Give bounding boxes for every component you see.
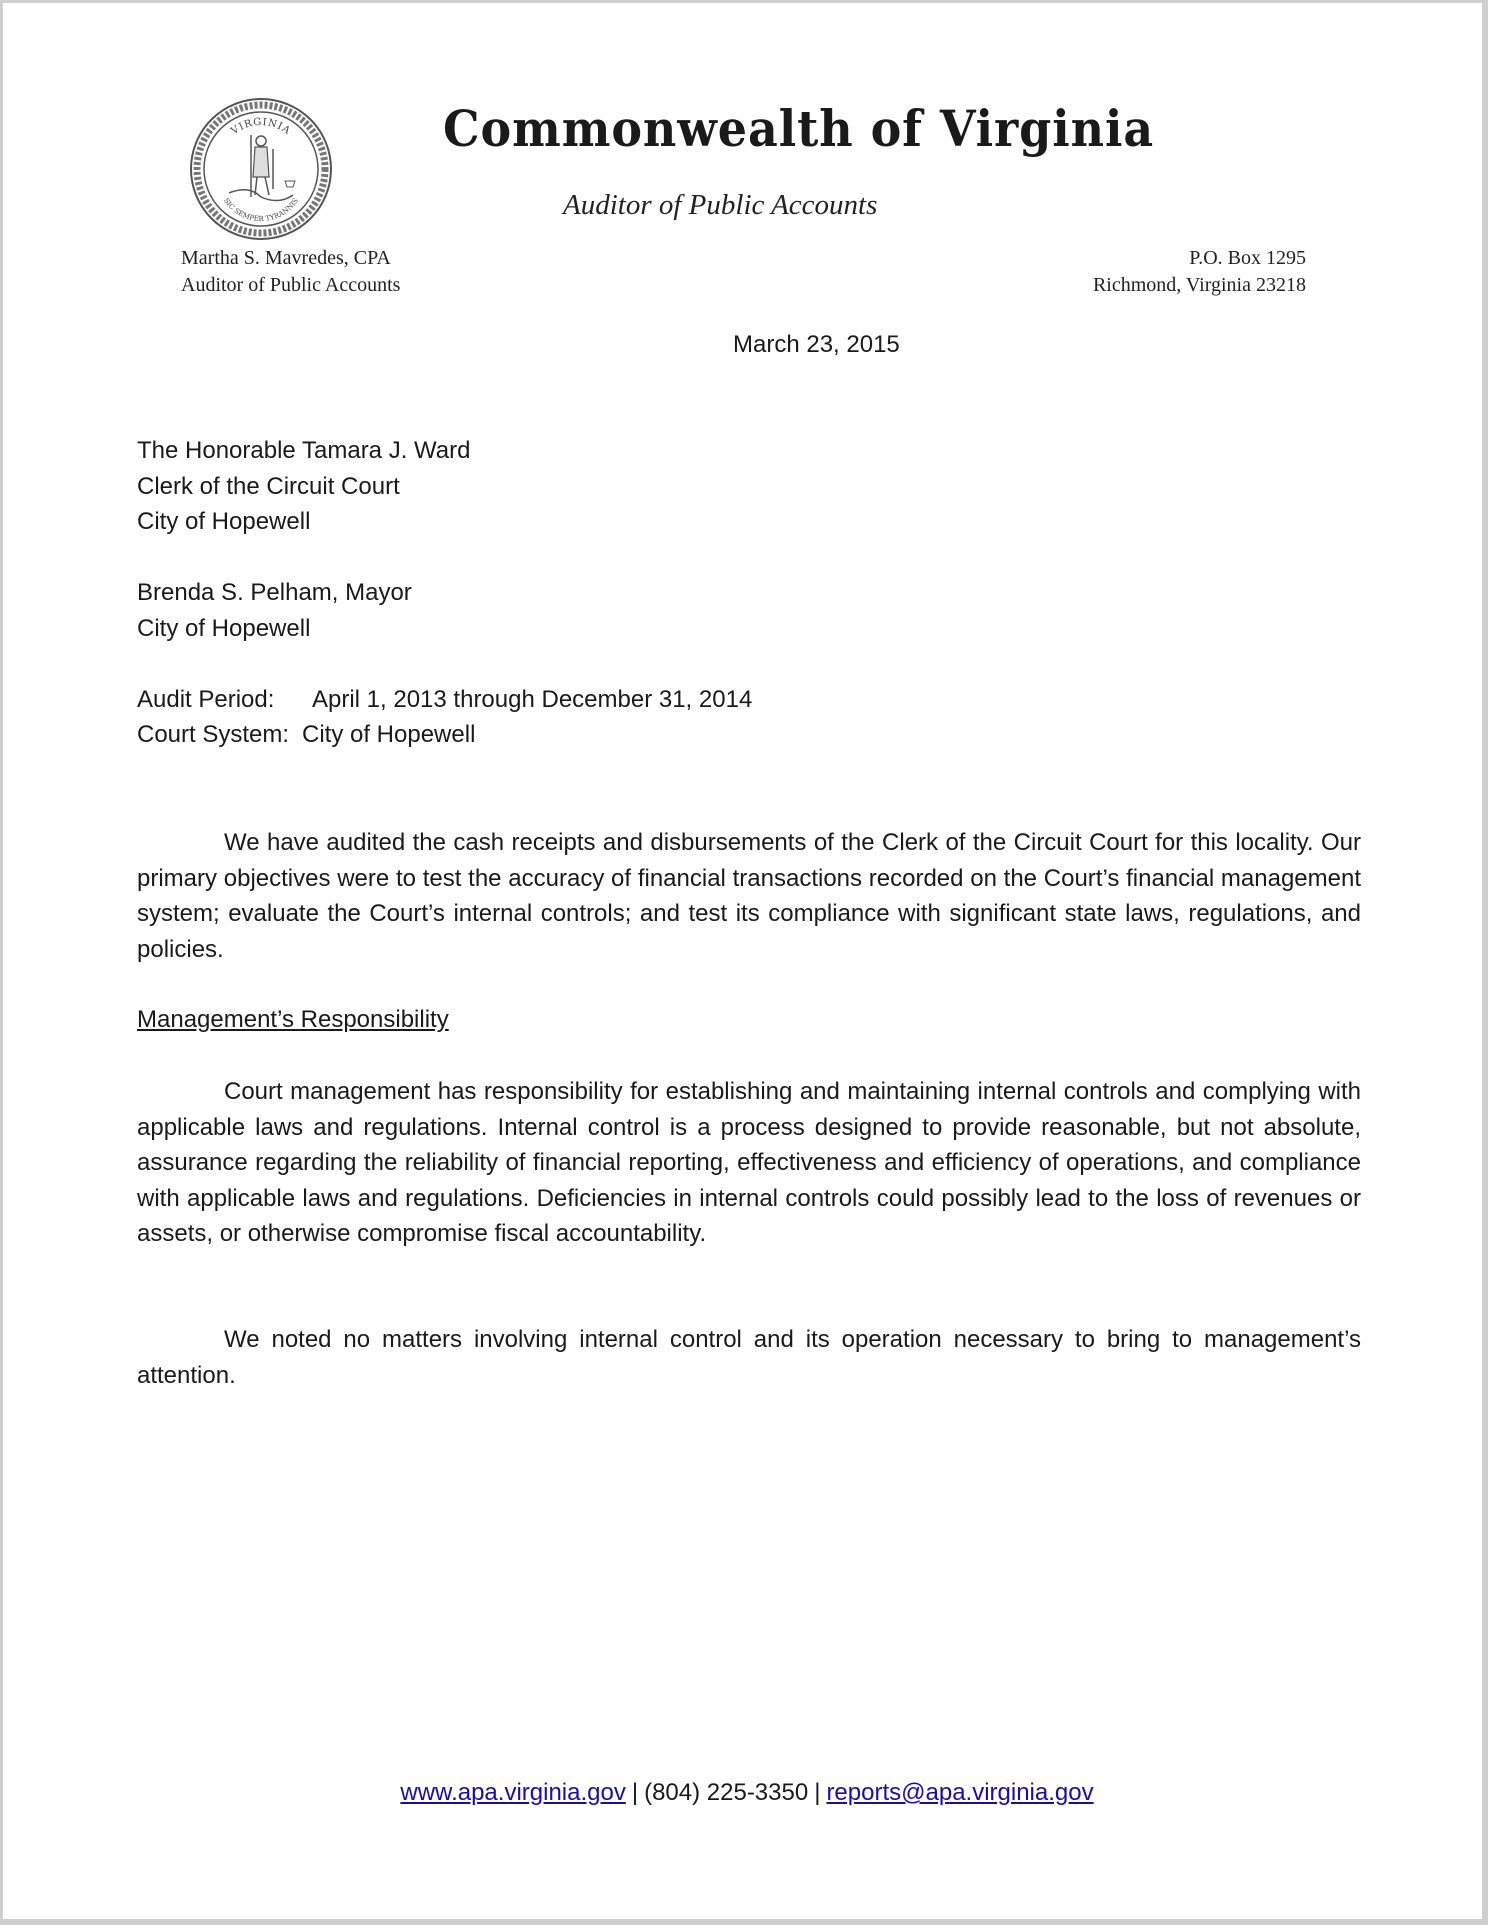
conclusion-text: We noted no matters involving internal control and its operation necessary to bring to management’s attention. <box>137 1326 1361 1389</box>
auditor-name: Martha S. Mavredes, CPA <box>181 247 391 269</box>
recipient-line: Clerk of the Circuit Court <box>137 472 400 500</box>
court-system-label: Court System: <box>137 721 290 748</box>
audit-period <box>137 682 1361 718</box>
court-system-value: City of Hopewell <box>302 721 476 748</box>
responsibility-paragraph <box>137 1074 1361 1252</box>
intro-paragraph <box>137 825 1361 967</box>
seal-text-top: VIRGINIA <box>229 116 293 138</box>
letter-date: March 23, 2015 <box>733 331 900 358</box>
auditor-title: Auditor of Public Accounts <box>181 274 401 296</box>
audit-period-value: April 1, 2013 through December 31, 2014 <box>312 685 753 713</box>
recipient-line: City of Hopewell <box>137 614 311 642</box>
conclusion-paragraph <box>137 1322 1361 1393</box>
virginia-seal-icon <box>189 97 333 241</box>
letterhead-title: Commonwealth of Virginia <box>443 99 1155 158</box>
website-link[interactable]: www.apa.virginia.gov <box>400 1779 626 1806</box>
letterhead-subtitle: Auditor of Public Accounts <box>563 189 878 221</box>
footer-separator: | <box>814 1779 821 1806</box>
footer <box>3 1779 1491 1807</box>
svg-text:VIRGINIA <box>229 117 293 138</box>
recipient-line: The Honorable Tamara J. Ward <box>137 437 471 464</box>
email-link[interactable]: reports@apa.virginia.gov <box>826 1779 1094 1806</box>
footer-separator: | <box>631 1779 639 1806</box>
po-box: P.O. Box 1295 <box>1189 247 1306 269</box>
intro-text: We have audited the cash receipts and disbursements of the Clerk of the Circuit Court for this locality. Our primary objectives were to test the accuracy of financial transactions recorded on the Court’s financial management system; evaluate the Court’s internal controls; and test its compliance with significant state laws, regulations, and policies. <box>137 829 1361 963</box>
recipient-block <box>137 433 1361 753</box>
recipient-line: Brenda S. Pelham, Mayor <box>137 579 412 606</box>
auditor-info <box>181 245 400 299</box>
recipient-line: City of Hopewell <box>137 508 311 535</box>
court-system <box>137 717 1361 753</box>
office-address <box>1093 245 1306 299</box>
city-state-zip: Richmond, Virginia 23218 <box>1092 274 1306 296</box>
footer-phone: (804) 225-3350 <box>644 1779 809 1806</box>
section-heading: Management’s Responsibility <box>137 1006 449 1033</box>
audit-period-label: Audit Period: <box>137 685 275 713</box>
seal-text-bottom: SIC SEMPER TYRANNIS <box>221 196 301 224</box>
responsibility-text: Court management has responsibility for establishing and maintaining internal controls and complying with applicable laws and regulations. Internal control is a process designed to provide reasonable, but not absolute, assurance regarding the reliability of financial reporting, effectiveness and efficiency of operations, and compliance with applicable laws and regulations. Deficiencies in internal controls could possibly lead to the loss of revenues or assets, or otherwise compromise fiscal accountability. <box>137 1078 1361 1247</box>
